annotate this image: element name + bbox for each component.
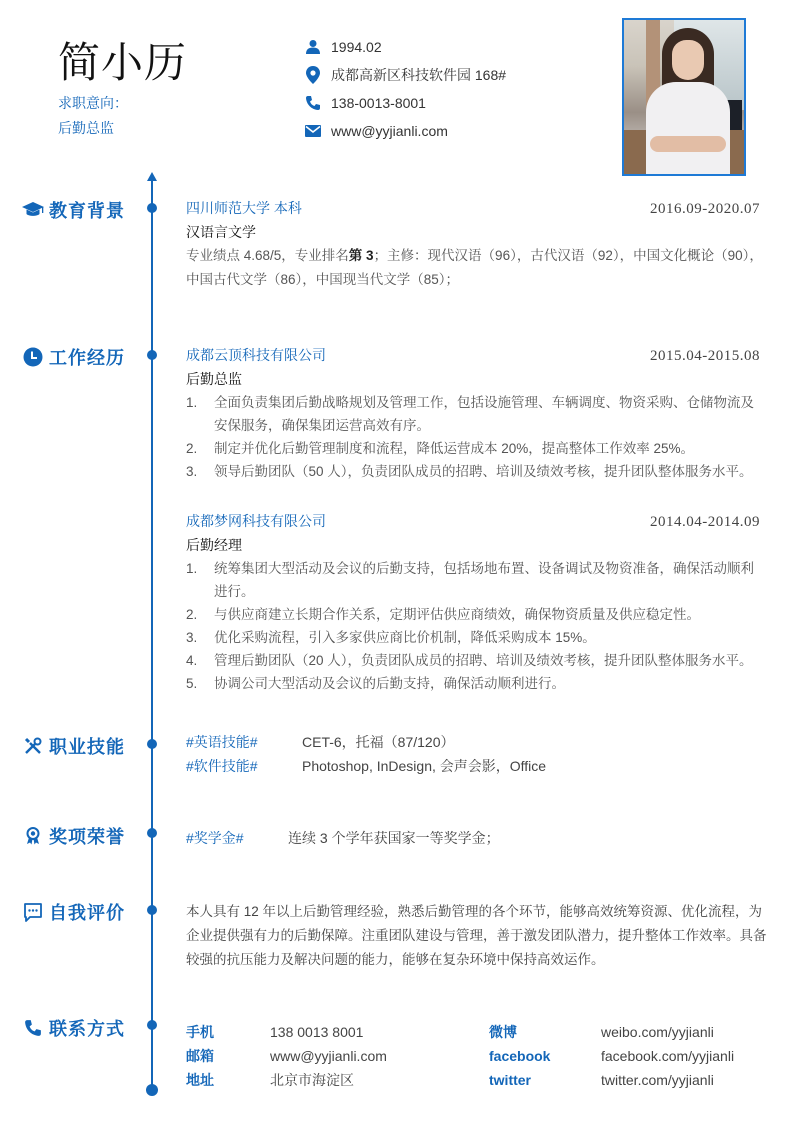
envelope-icon [304, 122, 322, 140]
company-name: 成都云顶科技有限公司 [186, 347, 326, 363]
list-item: 2. 制定并优化后勤管理制度和流程，降低运营成本 20%，提高整体工作效率 25%。 [186, 441, 695, 456]
phone-icon [22, 1018, 44, 1038]
section-title-contact: 联系方式 [22, 1015, 125, 1041]
job-title: 后勤总监 [186, 371, 242, 387]
phone-number: 138-0013-8001 [331, 95, 426, 111]
job-title: 后勤经理 [186, 537, 242, 553]
clock-icon [22, 347, 44, 367]
list-item: 1. 统筹集团大型活动及会议的后勤支持，包括场地布置、设备调试及物资准备，确保活动顺利进行。 [186, 561, 754, 599]
timeline-dot-contact [147, 1020, 157, 1030]
section-title-skills: 职业技能 [22, 733, 125, 759]
contact-row: 手机 138 0013 8001 微博 weibo.com/yyjianli [186, 1020, 766, 1044]
timeline-dot-skills [147, 739, 157, 749]
education-entry [186, 198, 766, 292]
phone-icon [304, 94, 322, 112]
education-detail: 专业绩点 4.68/5，专业排名第 3；主修：现代汉语（96），古代汉语（92），中国文化概论（90），中国古代文学（86），中国现当代文学（85）； [186, 248, 763, 287]
work-entry-1 [186, 345, 766, 483]
company-name: 成都梦网科技有限公司 [186, 513, 326, 529]
location-pin-icon [304, 66, 322, 84]
timeline-dot-awards [147, 828, 157, 838]
candidate-name: 简小历 [58, 39, 188, 86]
header-contact-list [304, 33, 506, 145]
section-title-self-eval: 自我评价 [22, 899, 125, 925]
person-icon [304, 38, 322, 56]
job-intent-value: 后勤总监 [58, 120, 114, 136]
timeline-dot-work [147, 350, 157, 360]
profile-photo [622, 18, 746, 176]
skill-row-software: #软件技能# Photoshop, InDesign, 会声会影，Office [186, 758, 547, 774]
contact-row: 地址 北京市海淀区 twitter twitter.com/yyjianli [186, 1068, 766, 1092]
birth-date-row [304, 33, 506, 61]
list-item: 3. 领导后勤团队（50 人），负责团队成员的招聘、培训及绩效考核，提升团队整体服务水平。 [186, 464, 753, 479]
list-item: 2. 与供应商建立长期合作关系，定期评估供应商绩效，确保物资质量及供应稳定性。 [186, 607, 700, 622]
email-address: www@yyjianli.com [331, 123, 448, 139]
birth-date: 1994.02 [331, 39, 382, 55]
award-row-scholarship: #奖学金# 连续 3 个学年获国家一等奖学金； [186, 830, 500, 846]
job-duties-list [186, 391, 766, 483]
email-link[interactable]: www@yyjianli.com [270, 1048, 387, 1064]
timeline-dot-self-eval [147, 905, 157, 915]
address-row [304, 61, 506, 89]
email-row [304, 117, 506, 145]
list-item: 1. 全面负责集团后勤战略规划及管理工作，包括设施管理、车辆调度、物资采购、仓储物流及安保服务，确保集团运营高效有序。 [186, 395, 754, 433]
school-name: 四川师范大学 本科 [186, 200, 302, 216]
skills-list [186, 730, 766, 778]
address-value: 北京市海淀区 [270, 1072, 354, 1088]
skill-row-english: #英语技能# CET-6，托福（87/120） [186, 734, 455, 750]
job-date: 2014.04-2014.09 [650, 514, 760, 530]
education-date: 2016.09-2020.07 [650, 201, 760, 217]
tools-icon [22, 736, 44, 756]
section-title-education: 教育背景 [22, 197, 125, 223]
phone-row [304, 89, 506, 117]
contact-grid [186, 1020, 766, 1092]
list-item: 5. 协调公司大型活动及会议的后勤支持，确保活动顺利进行。 [186, 676, 565, 691]
section-title-work: 工作经历 [22, 344, 125, 370]
self-evaluation-text: 本人具有 12 年以上后勤管理经验，熟悉后勤管理的各个环节，能够高效统筹资源、优化流程，为企业提供强有力的后勤保障。注重团队建设与管理，善于激发团队潜力，提升整体工作效率。具备较强的抗压能力及解决问题的能力，能够在复杂环境中保持高效运作。 [186, 904, 767, 967]
chat-bubble-icon [22, 902, 44, 922]
mobile-value: 138 0013 8001 [270, 1024, 364, 1040]
award-ribbon-icon [22, 826, 44, 846]
work-entry-2 [186, 511, 766, 695]
major: 汉语言文学 [186, 224, 256, 240]
weibo-link[interactable]: weibo.com/yyjianli [601, 1024, 714, 1040]
job-date: 2015.04-2015.08 [650, 348, 760, 364]
timeline-end-dot [146, 1084, 158, 1096]
list-item: 3. 优化采购流程，引入多家供应商比价机制，降低采购成本 15%。 [186, 630, 596, 645]
list-item: 4. 管理后勤团队（20 人），负责团队成员的招聘、培训及绩效考核，提升团队整体服务水平。 [186, 653, 753, 668]
self-evaluation [186, 900, 768, 972]
section-title-awards: 奖项荣誉 [22, 823, 125, 849]
awards-list [186, 827, 766, 849]
job-intent-label: 求职意向： [58, 95, 128, 111]
timeline-line [151, 178, 153, 1090]
graduation-cap-icon [22, 200, 44, 220]
contact-row: 邮箱 www@yyjianli.com facebook facebook.com/yyjianli [186, 1044, 766, 1068]
twitter-link[interactable]: twitter.com/yyjianli [601, 1072, 714, 1088]
timeline-dot-education [147, 203, 157, 213]
address: 成都高新区科技软件园 168# [331, 67, 507, 83]
facebook-link[interactable]: facebook.com/yyjianli [601, 1048, 735, 1064]
job-duties-list [186, 557, 766, 695]
